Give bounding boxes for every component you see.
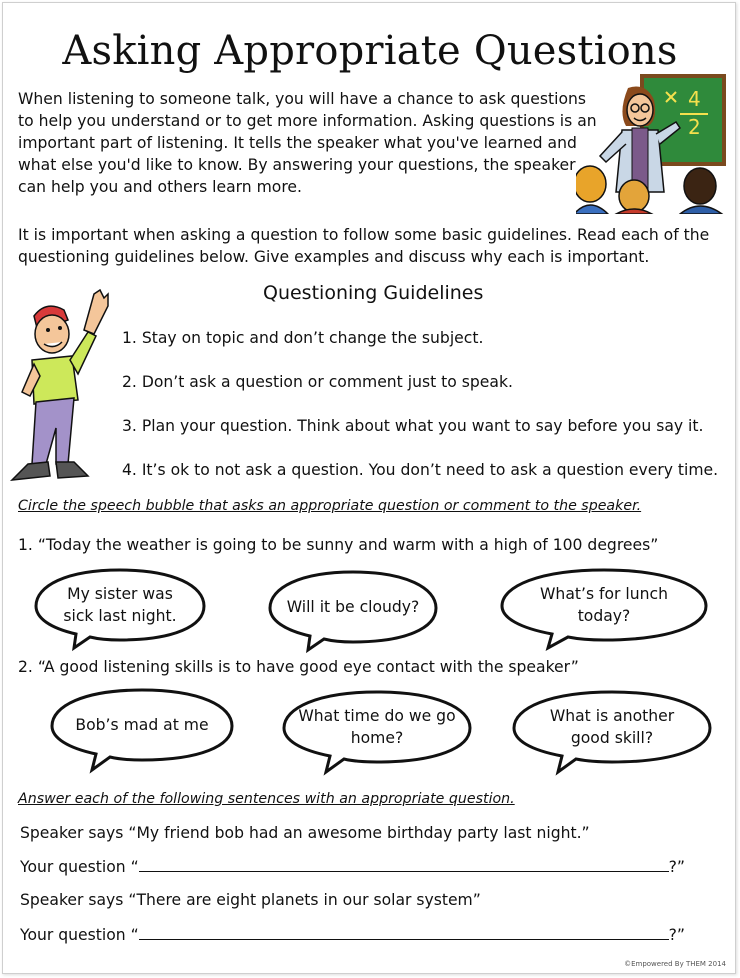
bubble-text: What is another good skill? [549,707,675,747]
question-1-prompt: 1. “Today the weather is going to be sunny and warm with a high of 100 degrees” [18,536,659,554]
waving-boy-illustration [8,288,116,484]
your-question-label: Your question “ [20,926,139,944]
guideline-3: 3. Plan your question. Think about what you want to say before you say it. [122,417,704,435]
speech-bubble[interactable] [500,568,710,650]
bubble-text: What’s for lunch today? [540,585,668,625]
speech-bubble[interactable] [282,690,472,774]
guideline-4: 4. It’s ok to not ask a question. You don’t need to ask a question every time. [122,461,719,479]
your-question-label: Your question “ [20,858,139,876]
bubble-text: My sister was sick last night. [63,585,177,625]
your-question-row-2 [20,925,685,944]
instructions-paragraph: It is important when asking a question to follow some basic guidelines. Read each of the questioning guidelines below. Give examples and discuss why each is important. [18,226,710,266]
speech-bubble[interactable] [34,568,206,650]
speech-bubble[interactable] [512,690,712,774]
speaker-statement-1: Speaker says “My friend bob had an awesome birthday party last night.” [20,824,590,842]
teacher-illustration [576,72,728,214]
circle-instruction: Circle the speech bubble that asks an appropriate question or comment to the speaker. [18,498,642,514]
answer-line-2[interactable] [139,925,669,940]
your-question-end: ?” [668,858,686,876]
question-2-prompt: 2. “A good listening skills is to have good eye contact with the speaker” [18,658,579,676]
bubble-text: Bob’s mad at me [75,716,209,734]
intro-paragraph: When listening to someone talk, you will have a chance to ask questions to help you understand or to get more information. Asking questions is an important part of listening. It tells the speaker what you've learned and what else you'd like to know. By answering your questions, the speaker can help you and others learn more. [18,90,597,196]
guideline-1: 1. Stay on topic and don’t change the subject. [122,329,484,347]
answer-instruction: Answer each of the following sentences with an appropriate question. [18,791,515,807]
page-title: Asking Appropriate Questions [62,28,678,74]
guideline-2: 2. Don’t ask a question or comment just to speak. [122,373,513,391]
guidelines-heading: Questioning Guidelines [263,282,484,304]
your-question-end: ?” [668,926,686,944]
chalkboard-number-top: 4 [688,87,701,111]
your-question-row-1 [20,857,685,876]
bubble-text: What time do we go home? [298,707,456,747]
answer-line-1[interactable] [139,857,669,872]
speech-bubble[interactable] [268,570,438,652]
bubble-text: Will it be cloudy? [286,598,420,616]
speech-bubble[interactable] [50,688,234,772]
copyright-notice: ©Empowered By THEM 2014 [624,960,726,968]
speaker-statement-2: Speaker says “There are eight planets in our solar system” [20,891,481,909]
chalkboard-number-bottom: 2 [688,115,701,139]
